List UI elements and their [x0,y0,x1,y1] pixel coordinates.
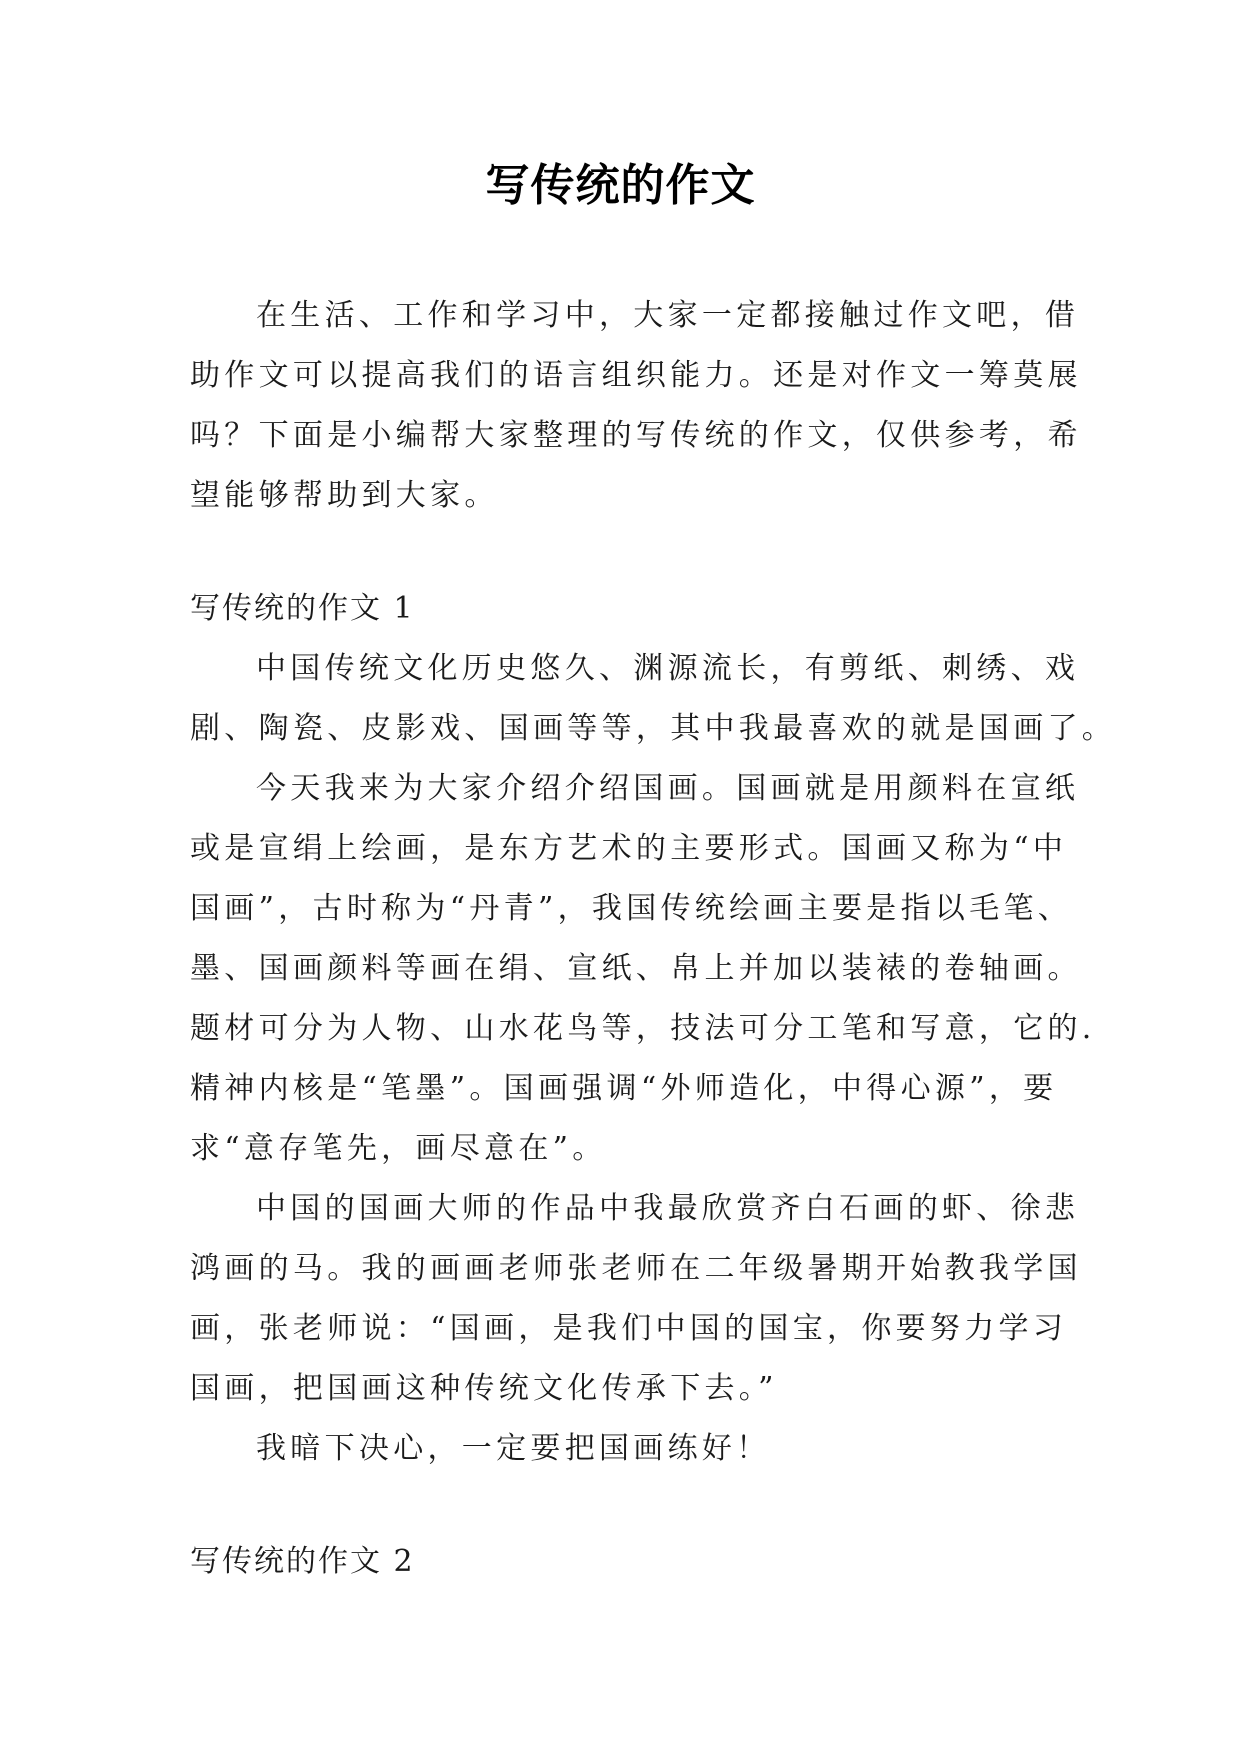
essay-1-line-10: 中国的国画大师的作品中我最欣赏齐白石画的虾、徐悲 [256,1191,1080,1226]
essay-1-line-5: 国画”，古时称为“丹青”，我国传统绘画主要是指以毛笔、 [190,891,1073,926]
essay-1-line-9: 求“意存笔先，画尽意在”。 [190,1131,607,1166]
essay-1-line-2: 剧、陶瓷、皮影戏、国画等等，其中我最喜欢的就是国画了。 [190,711,1117,746]
essay-1-heading: 写传统的作文 1 [190,591,415,626]
essay-1-line-8: 精神内核是“笔墨”。国画强调“外师造化，中得心源”，要 [190,1071,1058,1106]
essay-1-line-12: 画，张老师说：“国画，是我们中国的国宝，你要努力学习 [190,1311,1068,1346]
essay-1-line-13: 国画，把国画这种传统文化传承下去。” [190,1371,778,1406]
intro-line-1: 在生活、工作和学习中，大家一定都接触过作文吧，借 [256,298,1080,333]
intro-line-2: 助作文可以提高我们的语言组织能力。还是对作文一筹莫展 [190,358,1082,393]
intro-line-3: 吗？下面是小编帮大家整理的写传统的作文，仅供参考，希 [190,418,1082,453]
essay-1-line-3: 今天我来为大家介绍介绍国画。国画就是用颜料在宣纸 [256,771,1080,806]
essay-1-line-4: 或是宣绢上绘画，是东方艺术的主要形式。国画又称为“中 [190,831,1068,866]
essay-1-line-7: 题材可分为人物、山水花鸟等，技法可分工笔和写意，它的. [190,1011,1096,1046]
intro-line-4: 望能够帮助到大家。 [190,478,499,513]
essay-1-line-11: 鸿画的马。我的画画老师张老师在二年级暑期开始教我学国 [190,1251,1082,1286]
document-title: 写传统的作文 [485,160,756,211]
essay-2-heading: 写传统的作文 2 [190,1544,415,1579]
essay-1-line-1: 中国传统文化历史悠久、渊源流长，有剪纸、刺绣、戏 [256,651,1080,686]
essay-1-line-14: 我暗下决心，一定要把国画练好！ [256,1431,771,1466]
essay-1-line-6: 墨、国画颜料等画在绢、宣纸、帛上并加以装裱的卷轴画。 [190,951,1082,986]
